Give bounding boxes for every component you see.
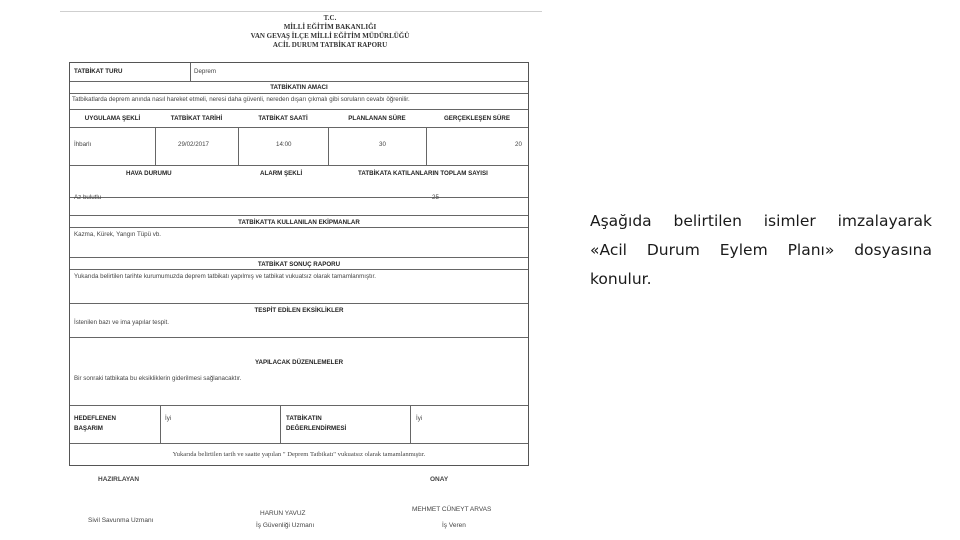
col-alarm: ALARM ŞEKLİ	[260, 170, 303, 177]
header-line-2: MİLLİ EĞİTİM BAKANLIĞI	[283, 23, 377, 31]
col-participants: TATBİKATA KATILANLARIN TOPLAM SAYISI	[358, 170, 488, 177]
col-weather: HAVA DURUMU	[126, 170, 172, 177]
role-left: Sivil Savunma Uzmanı	[88, 517, 154, 524]
val-actual: 20	[515, 141, 522, 148]
footer-text: Yukarıda belirtilen tarih ve saatte yapılan " Deprem Tatbikatı" vukuatsız olarak tamamlanmıştır.	[172, 451, 426, 458]
instruction-note	[590, 207, 932, 294]
eval-label-1: TATBİKATIN	[286, 415, 322, 422]
note-word: isimler	[763, 212, 816, 230]
report-header	[210, 14, 450, 50]
type-value: Deprem	[194, 68, 217, 75]
role-mid: İş Güvenliği Uzmanı	[256, 522, 315, 529]
type-label: TATBİKAT TURU	[74, 68, 123, 75]
prepared-label: HAZIRLAYAN	[98, 476, 140, 483]
report-table	[69, 62, 529, 466]
col-time: TATBİKAT SAATİ	[258, 115, 308, 122]
note-word: Eylem	[719, 241, 768, 259]
note-word: Planı»	[787, 241, 835, 259]
header-line-4: ACİL DURUM TATBİKAT RAPORU	[272, 41, 388, 49]
note-word: Durum	[646, 241, 700, 259]
col-planned: PLANLANAN SÜRE	[348, 115, 406, 122]
deficiency-text: İstenilen bazı ve ima yapılar tespit.	[74, 319, 169, 326]
note-word: belirtilen	[673, 212, 742, 230]
report-document	[60, 8, 540, 538]
success-label-1: HEDEFLENEN	[74, 415, 116, 422]
equipment-title: TATBİKATTA KULLANILAN EKİPMANLAR	[238, 219, 360, 226]
val-planned: 30	[379, 141, 386, 148]
note-word: Aşağıda	[590, 212, 652, 230]
result-title: TATBİKAT SONUÇ RAPORU	[257, 261, 341, 268]
role-right: İş Veren	[442, 522, 466, 529]
note-line-1	[590, 207, 932, 236]
note-line-3: konulur.	[590, 270, 652, 288]
success-label-2: BAŞARIM	[74, 425, 103, 432]
val-time: 14:00	[276, 141, 292, 148]
val-method: İhbarlı	[74, 141, 92, 148]
purpose-title: TATBİKATIN AMACI	[270, 84, 328, 91]
col-actual: GERÇEKLEŞEN SÜRE	[443, 115, 510, 122]
approval-label: ONAY	[430, 476, 449, 483]
note-word: «Acil	[590, 241, 627, 259]
note-word: dosyasına	[854, 241, 932, 259]
success-value: İyi	[165, 415, 172, 422]
header-line-1: T.C.	[323, 14, 337, 22]
name-right: MEHMET CÜNEYT ARVAS	[412, 506, 492, 513]
eval-value: İyi	[416, 415, 423, 422]
note-line-2	[590, 236, 932, 265]
val-date: 29/02/2017	[178, 141, 209, 148]
deficiency-title: TESPİT EDİLEN EKSİKLİKLER	[254, 307, 344, 314]
val-participants: 25	[432, 194, 439, 201]
col-date: TATBİKAT TARİHİ	[170, 115, 223, 122]
result-text: Yukarıda belirtilen tarihte kurumumuzda deprem tatbikatı yapılmış ve tatbikat vukuatsız olarak tamamlanmıştır.	[74, 273, 376, 280]
todo-text: Bir sonraki tatbikata bu eksikliklerin giderilmesi sağlanacaktır.	[74, 375, 242, 382]
eval-label-2: DEĞERLENDİRMESİ	[286, 425, 347, 432]
val-weather: Az bulutlu	[74, 194, 102, 201]
name-mid: HARUN YAVUZ	[260, 510, 306, 517]
top-rule	[60, 11, 542, 12]
todo-title: YAPILACAK DÜZENLEMELER	[254, 359, 344, 366]
purpose-text: Tatbikatlarda deprem anında nasıl hareket etmeli, neresi daha güvenli, nereden dışarı çıkmalı gibi soruların cevabı öğrenilir.	[72, 96, 410, 103]
header-line-3: VAN GEVAŞ İLÇE MİLLİ EĞİTİM MÜDÜRLÜĞÜ	[250, 32, 410, 40]
note-word: imzalayarak	[837, 212, 932, 230]
col-method: UYGULAMA ŞEKLİ	[84, 115, 141, 122]
equipment-text: Kazma, Kürek, Yangın Tüpü vb.	[74, 231, 162, 238]
